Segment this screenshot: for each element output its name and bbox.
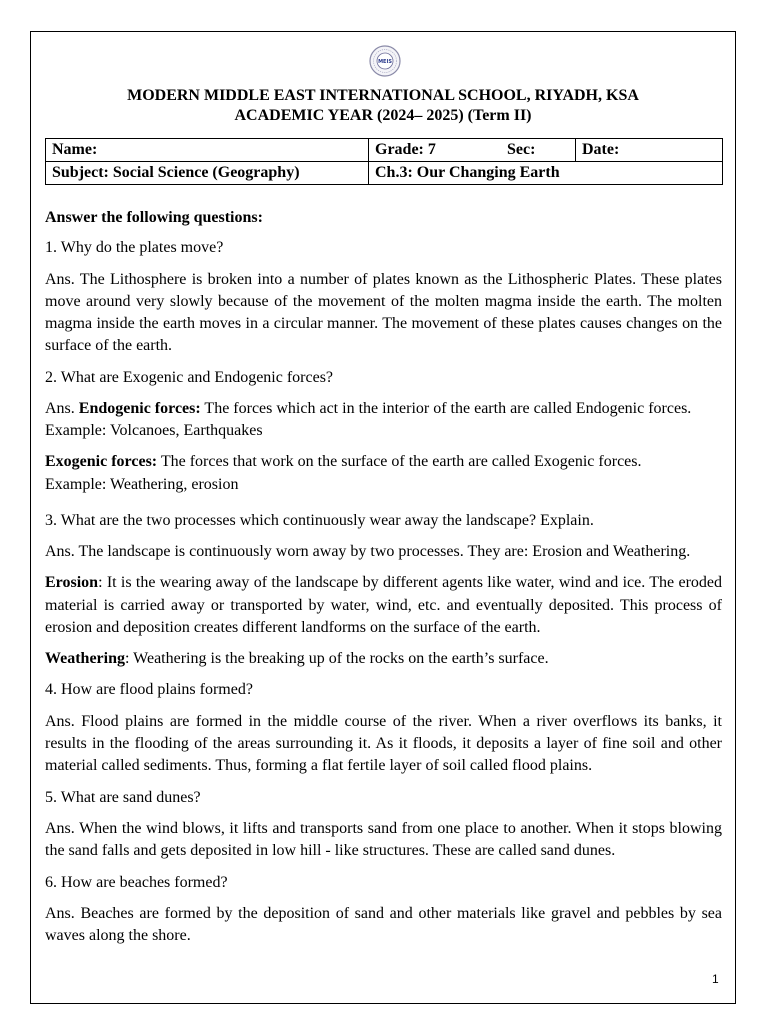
exogenic-definition: The forces that work on the surface of the earth are called Exogenic forces. bbox=[157, 453, 642, 471]
answer-3: Ans. The landscape is continuously worn away by two processes. They are: Erosion and Weathering. bbox=[45, 542, 691, 560]
school-logo bbox=[369, 45, 401, 77]
instructions: Answer the following questions: bbox=[45, 209, 263, 226]
endogenic-example: Example: Volcanoes, Earthquakes bbox=[45, 422, 263, 440]
question-2: 2. What are Exogenic and Endogenic forces? bbox=[45, 368, 334, 386]
answer-3-erosion bbox=[45, 572, 722, 639]
question-6: 6. How are beaches formed? bbox=[45, 873, 228, 891]
svg-text:MEIS: MEIS bbox=[378, 59, 392, 65]
endogenic-term: Endogenic forces: bbox=[78, 400, 201, 418]
question-1: 1. Why do the plates move? bbox=[45, 239, 224, 257]
answer-2-exogenic bbox=[45, 451, 722, 473]
weathering-term: Weathering bbox=[45, 650, 125, 668]
school-name: MODERN MIDDLE EAST INTERNATIONAL SCHOOL, RIYADH, KSA bbox=[127, 87, 639, 104]
subject-cell: Subject: Social Science (Geography) bbox=[46, 162, 369, 185]
answer-5: Ans. When the wind blows, it lifts and transports sand from one place to another. When it stops blowing the sand falls and gets deposited in low hill - like structures. These are called sand dunes. bbox=[45, 819, 722, 860]
sec-cell: Sec: bbox=[501, 139, 576, 162]
answer-6: Ans. Beaches are formed by the deposition of sand and other materials like gravel and pebbles by sea waves along the shore. bbox=[45, 904, 722, 945]
answer-2-endogenic bbox=[45, 398, 722, 420]
endogenic-definition: The forces which act in the interior of the earth are called Endogenic forces. bbox=[200, 400, 692, 418]
exogenic-term: Exogenic forces: bbox=[45, 453, 158, 471]
answer-1: Ans. The Lithosphere is broken into a number of plates known as the Lithospheric Plates. These plates move around very slowly because of the movement of the molten magma inside the earth. The molten magma inside the earth moves in a circular manner. The movement of these plates causes changes on the surface of the earth. bbox=[45, 270, 722, 355]
erosion-term: Erosion bbox=[45, 574, 99, 592]
academic-year: ACADEMIC YEAR (2024– 2025) (Term II) bbox=[234, 107, 532, 124]
exogenic-example: Example: Weathering, erosion bbox=[45, 475, 239, 493]
student-info-table bbox=[45, 138, 723, 185]
question-3: 3. What are the two processes which continuously wear away the landscape? Explain. bbox=[45, 511, 594, 529]
erosion-definition: : It is the wearing away of the landscape by different agents like water, wind and ice. The eroded material is carried away or transported by water, wind, etc. and eventually deposited. This process of erosion and deposition creates different landforms on the surface of the earth. bbox=[45, 574, 722, 636]
page-number: 1 bbox=[712, 972, 719, 986]
answer-4: Ans. Flood plains are formed in the middle course of the river. When a river overflows its banks, it results in the flooding of the areas surrounding it. As it floods, it deposits a layer of fine soil and other material called sediments. Thus, forming a flat fertile layer of soil called flood plains. bbox=[45, 712, 722, 775]
question-5: 5. What are sand dunes? bbox=[45, 788, 201, 806]
answer-2-prefix: Ans. bbox=[45, 400, 79, 418]
name-cell: Name: bbox=[46, 139, 369, 162]
worksheet-content bbox=[45, 207, 722, 947]
answer-3-weathering bbox=[45, 648, 722, 670]
weathering-definition: : Weathering is the breaking up of the rocks on the earth’s surface. bbox=[125, 650, 549, 668]
date-cell: Date: bbox=[576, 139, 723, 162]
question-4: 4. How are flood plains formed? bbox=[45, 681, 253, 699]
chapter-cell: Ch.3: Our Changing Earth bbox=[369, 162, 723, 185]
grade-cell: Grade: 7 bbox=[369, 139, 502, 162]
